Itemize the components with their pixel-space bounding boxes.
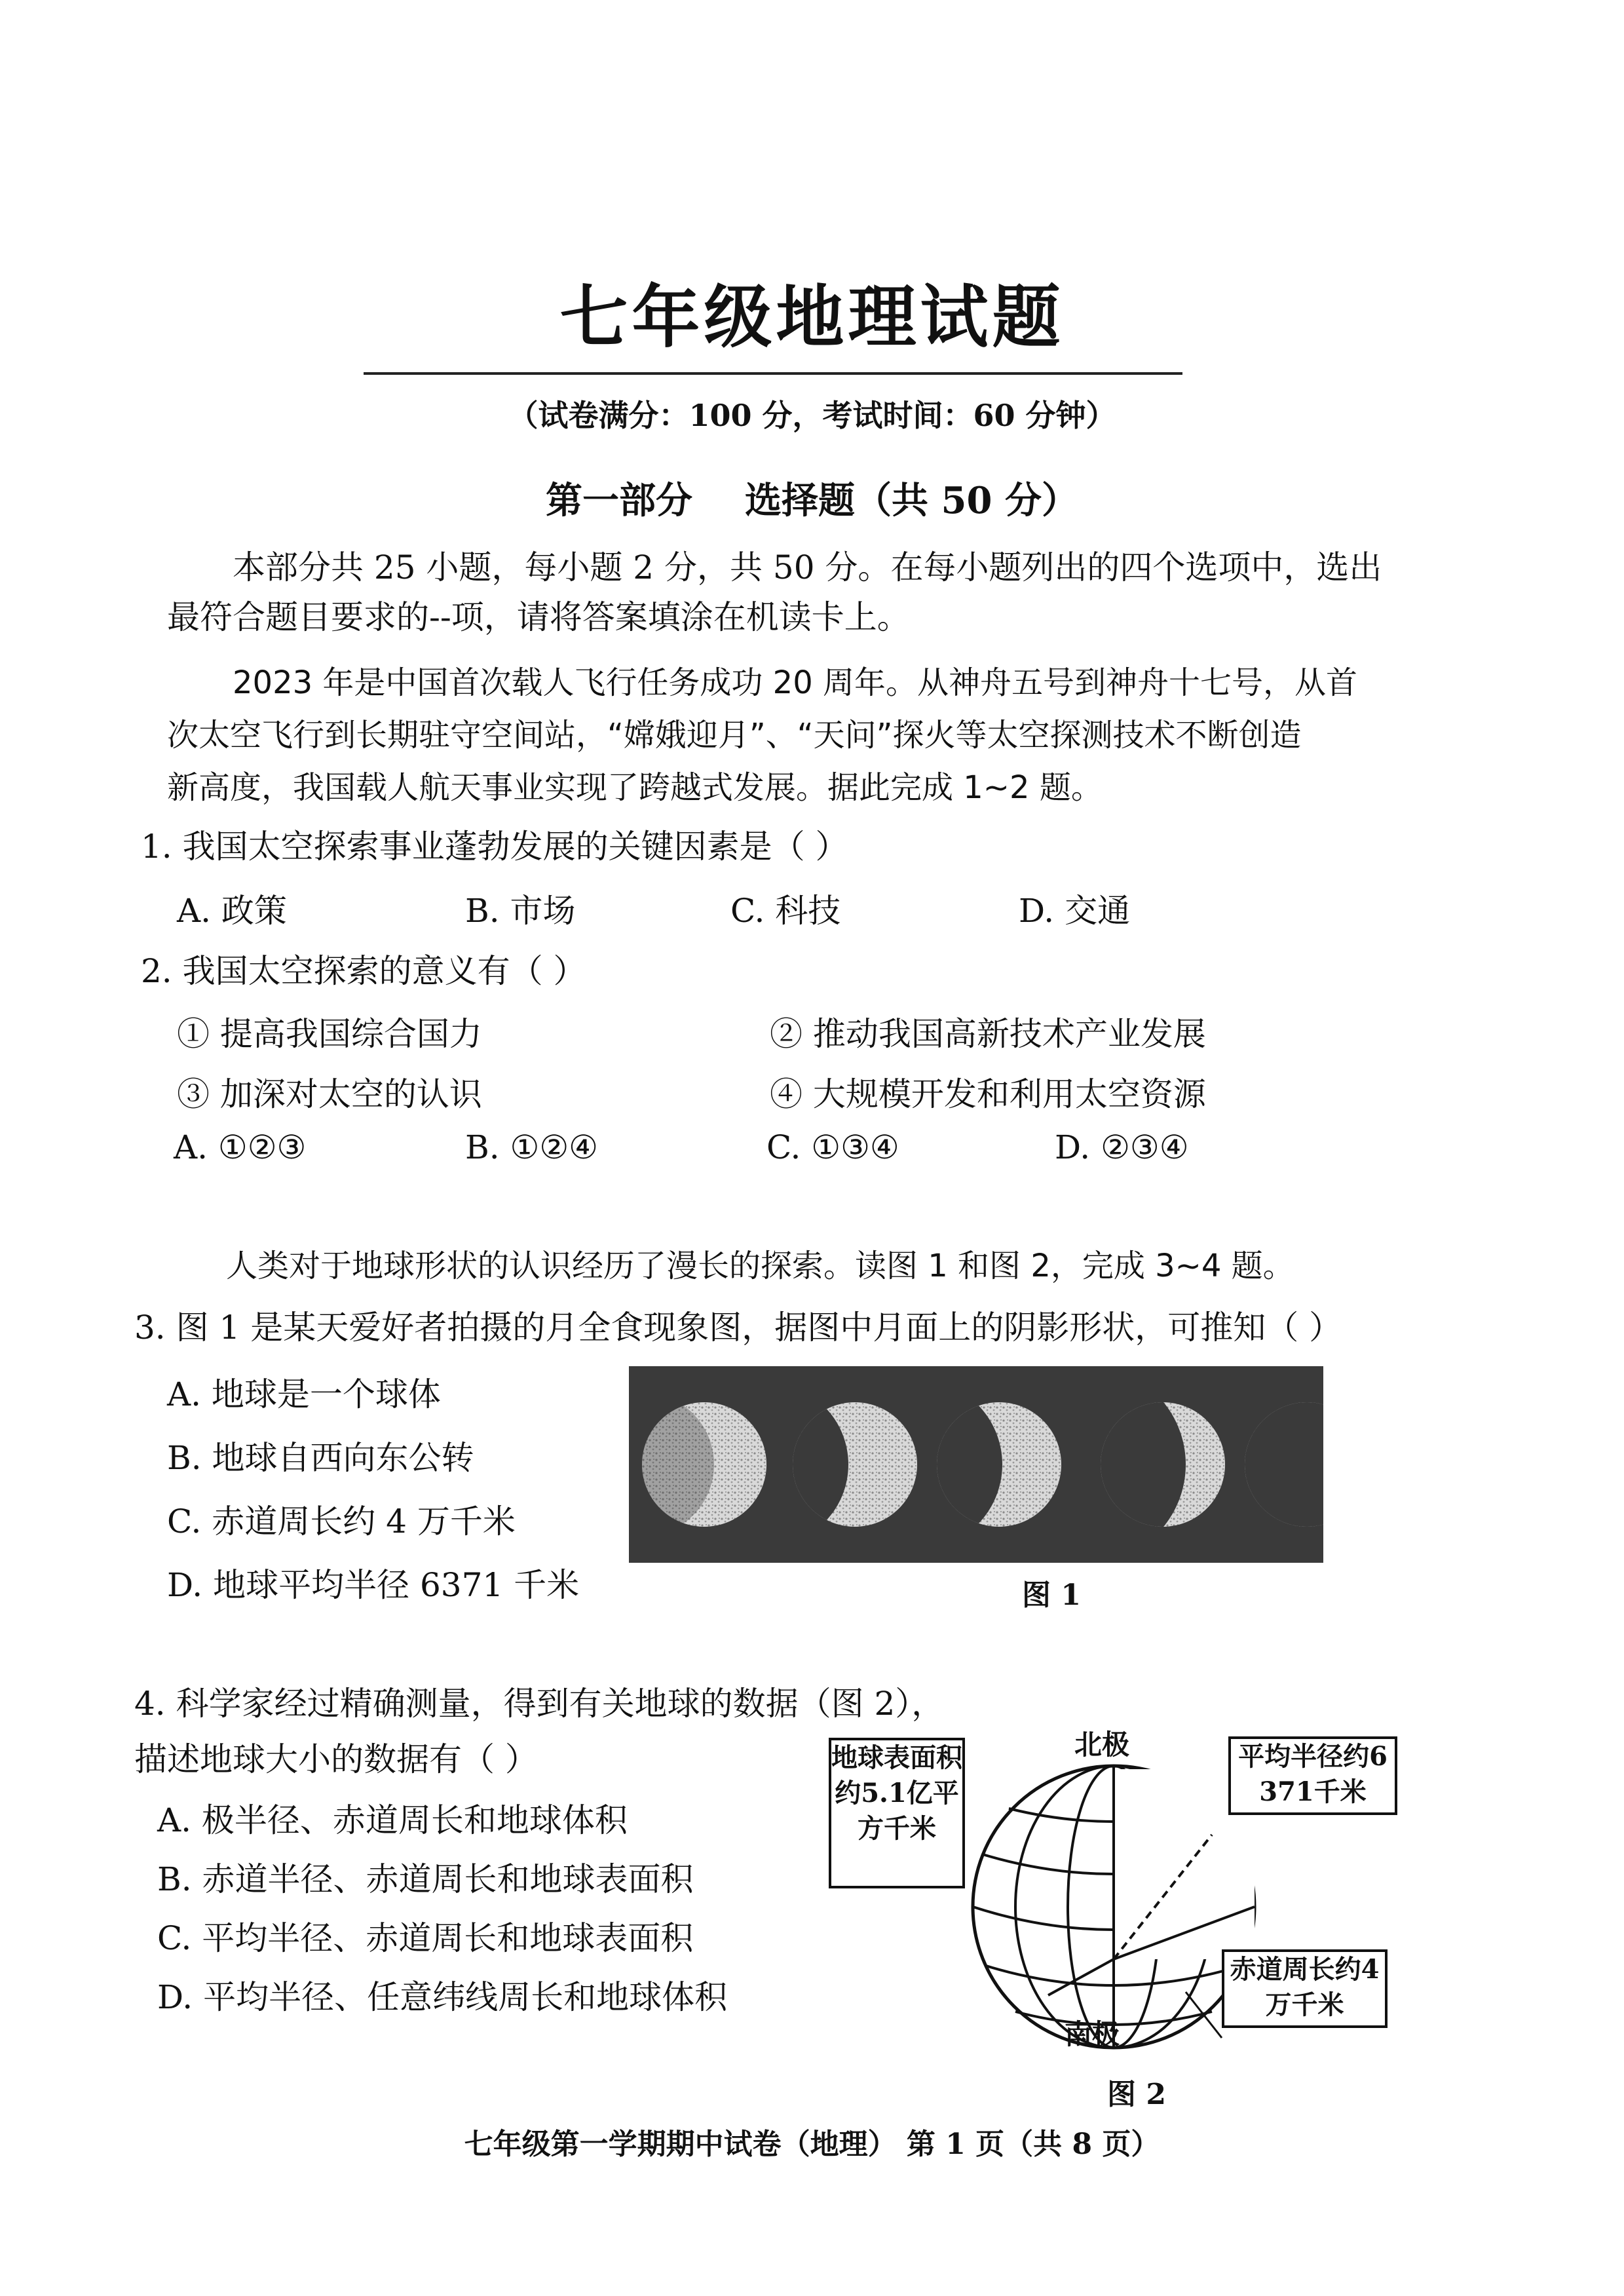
q2-option-c[interactable]: C. ①③④ <box>766 1128 899 1166</box>
exam-meta: （试卷满分：100 分，考试时间：60 分钟） <box>508 398 1116 433</box>
q2-option-a[interactable]: A. ①②③ <box>174 1128 307 1166</box>
title-underline <box>364 372 1182 375</box>
q1-option-d[interactable]: D. 交通 <box>1019 892 1131 930</box>
equator-circumference-callout: 赤道周长约4万千米 <box>1222 1949 1388 2028</box>
figure-1-lunar-eclipse <box>629 1366 1323 1563</box>
q4-option-c[interactable]: C. 平均半径、赤道周长和地球表面积 <box>157 1919 694 1957</box>
south-pole-label: 南极 <box>1065 2018 1120 2050</box>
part-heading-right: 选择题（共 50 分） <box>745 479 1078 522</box>
figure-1-caption: 图 1 <box>1022 1578 1081 1612</box>
mean-radius-callout: 平均半径约6 371千米 <box>1228 1736 1397 1815</box>
page-title: 七年级地理试题 <box>559 277 1065 357</box>
part-heading-left: 第一部分 <box>546 479 693 522</box>
q3-option-b[interactable]: B. 地球自西向东公转 <box>167 1439 474 1477</box>
page-footer: 七年级第一学期期中试卷（地理） 第 1 页（共 8 页） <box>464 2128 1160 2161</box>
q4-option-b[interactable]: B. 赤道半径、赤道周长和地球表面积 <box>157 1860 694 1898</box>
passage2-line-1: 人类对于地球形状的认识经历了漫长的探索。读图 1 和图 2，完成 3~4 题。 <box>226 1248 1294 1284</box>
q4-option-d[interactable]: D. 平均半径、任意纬线周长和地球体积 <box>157 1978 728 2016</box>
q2-option-b[interactable]: B. ①②④ <box>465 1128 599 1166</box>
q2-item-1: ① 提高我国综合国力 <box>177 1015 482 1053</box>
q2-option-d[interactable]: D. ②③④ <box>1055 1128 1189 1166</box>
q4-option-a[interactable]: A. 极半径、赤道周长和地球体积 <box>157 1801 628 1839</box>
q1-option-a[interactable]: A. 政策 <box>177 892 287 930</box>
q3-option-a[interactable]: A. 地球是一个球体 <box>167 1375 441 1413</box>
part-heading <box>0 472 1624 524</box>
q3-stem: 3. 图 1 是某天爱好者拍摄的月全食现象图，据图中月面上的阴影形状，可推知（ ） <box>134 1309 1342 1347</box>
q1-stem: 1. 我国太空探索事业蓬勃发展的关键因素是（ ） <box>141 828 848 866</box>
q1-option-b[interactable]: B. 市场 <box>465 892 576 930</box>
surface-area-callout: 地球表面积约5.1亿平方千米 <box>829 1738 965 1888</box>
q2-stem: 2. 我国太空探索的意义有（ ） <box>141 952 586 990</box>
north-pole-label: 北极 <box>1074 1729 1130 1761</box>
instructions-line-2: 最符合题目要求的--项，请将答案填涂在机读卡上。 <box>167 598 910 636</box>
q3-option-c[interactable]: C. 赤道周长约 4 万千米 <box>167 1502 516 1540</box>
passage1-line-2: 次太空飞行到长期驻守空间站，“嫦娥迎月”、“天问”探火等太空探测技术不断创造 <box>167 717 1302 754</box>
q2-item-3: ③ 加深对太空的认识 <box>177 1075 482 1113</box>
q4-stem-line-1: 4. 科学家经过精确测量，得到有关地球的数据（图 2）， <box>134 1685 945 1723</box>
q1-option-c[interactable]: C. 科技 <box>730 892 841 930</box>
passage1-line-3: 新高度，我国载人航天事业实现了跨越式发展。据此完成 1~2 题。 <box>167 769 1103 806</box>
q4-stem-line-2: 描述地球大小的数据有（ ） <box>134 1740 538 1778</box>
passage1-line-1: 2023 年是中国首次载人飞行任务成功 20 周年。从神舟五号到神舟十七号，从首 <box>233 664 1358 701</box>
instructions-line-1: 本部分共 25 小题，每小题 2 分，共 50 分。在每小题列出的四个选项中，选出 <box>233 548 1382 586</box>
q3-option-d[interactable]: D. 地球平均半径 6371 千米 <box>167 1566 580 1604</box>
q2-item-4: ④ 大规模开发和利用太空资源 <box>770 1075 1206 1113</box>
q2-item-2: ② 推动我国高新技术产业发展 <box>770 1015 1206 1053</box>
figure-2-caption: 图 2 <box>1107 2078 1166 2111</box>
